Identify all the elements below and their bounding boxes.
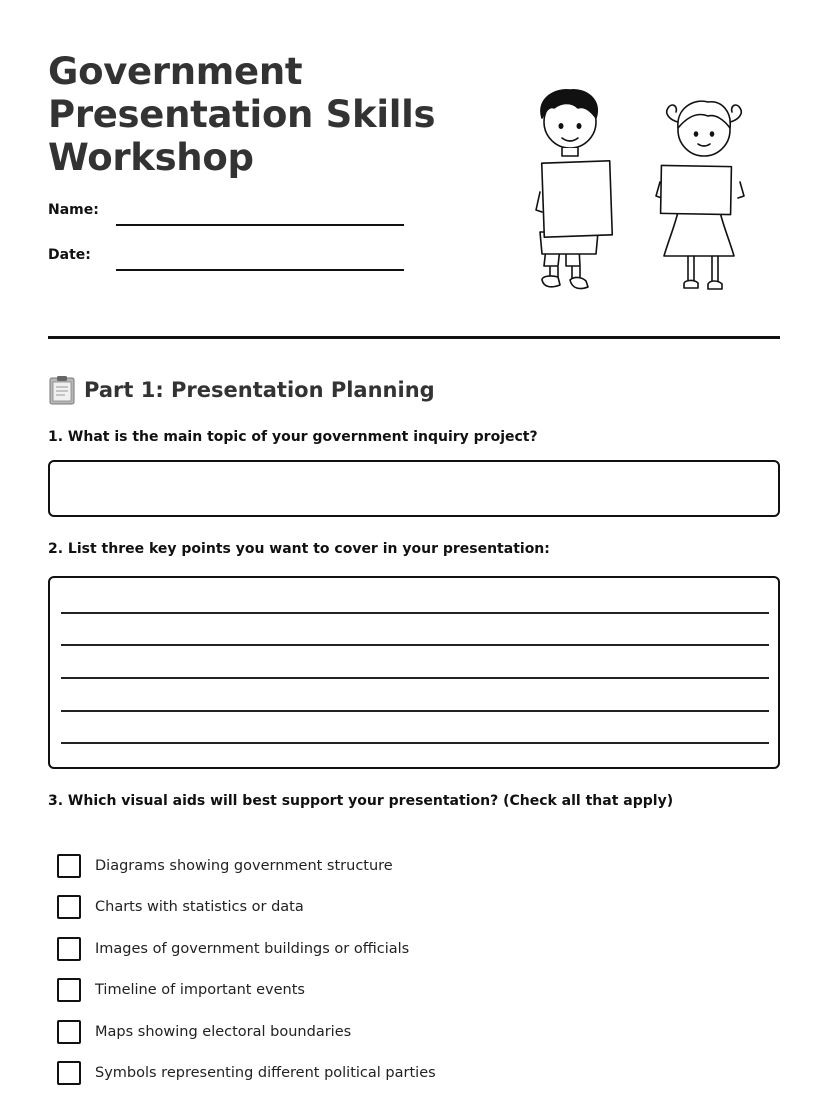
page-title [48, 50, 436, 179]
question-1: 1. What is the main topic of your government inquiry project? [48, 429, 538, 445]
header-divider [48, 336, 780, 339]
answer-line[interactable] [61, 612, 769, 614]
visual-aid-option[interactable] [57, 854, 393, 878]
question-1-answer-box [48, 460, 780, 517]
title-line-2: Presentation Skills [48, 93, 436, 136]
date-field[interactable] [116, 249, 404, 271]
checkbox[interactable] [57, 854, 81, 878]
children-holding-signs-icon [528, 84, 764, 304]
question-2: 2. List three key points you want to cover in your presentation: [48, 541, 550, 557]
boy-figure [536, 90, 612, 289]
answer-line[interactable] [61, 742, 769, 744]
checkbox[interactable] [57, 1020, 81, 1044]
part1-title: Part 1: Presentation Planning [84, 378, 435, 402]
question-3: 3. Which visual aids will best support your presentation? (Check all that apply) [48, 793, 674, 809]
visual-aid-option-label: Charts with statistics or data [95, 899, 304, 915]
title-line-1: Government [48, 50, 303, 93]
visual-aid-option[interactable] [57, 895, 304, 919]
checkbox[interactable] [57, 895, 81, 919]
name-field[interactable] [116, 204, 404, 226]
visual-aid-option-label: Symbols representing different political parties [95, 1065, 436, 1081]
visual-aid-option[interactable] [57, 1061, 436, 1085]
visual-aid-option-label: Images of government buildings or officials [95, 941, 410, 957]
visual-aid-option[interactable] [57, 937, 409, 961]
visual-aid-option[interactable] [57, 1020, 351, 1044]
answer-line[interactable] [61, 644, 769, 646]
name-row [48, 202, 408, 224]
title-line-3: Workshop [48, 136, 254, 179]
visual-aid-option[interactable] [57, 978, 305, 1002]
clipboard-icon [48, 375, 76, 405]
girl-figure [656, 101, 744, 289]
visual-aid-option-label: Diagrams showing government structure [95, 858, 393, 874]
checkbox[interactable] [57, 1061, 81, 1085]
question-2-answer-box[interactable] [48, 576, 780, 769]
date-label: Date: [48, 247, 91, 263]
question-1-answer-input[interactable] [50, 462, 778, 515]
name-label: Name: [48, 202, 99, 218]
visual-aid-option-label: Timeline of important events [95, 982, 305, 998]
visual-aid-option-label: Maps showing electoral boundaries [95, 1024, 352, 1040]
date-row [48, 247, 408, 269]
part1-heading [48, 374, 435, 406]
answer-line[interactable] [61, 710, 769, 712]
checkbox[interactable] [57, 937, 81, 961]
checkbox[interactable] [57, 978, 81, 1002]
answer-line[interactable] [61, 677, 769, 679]
